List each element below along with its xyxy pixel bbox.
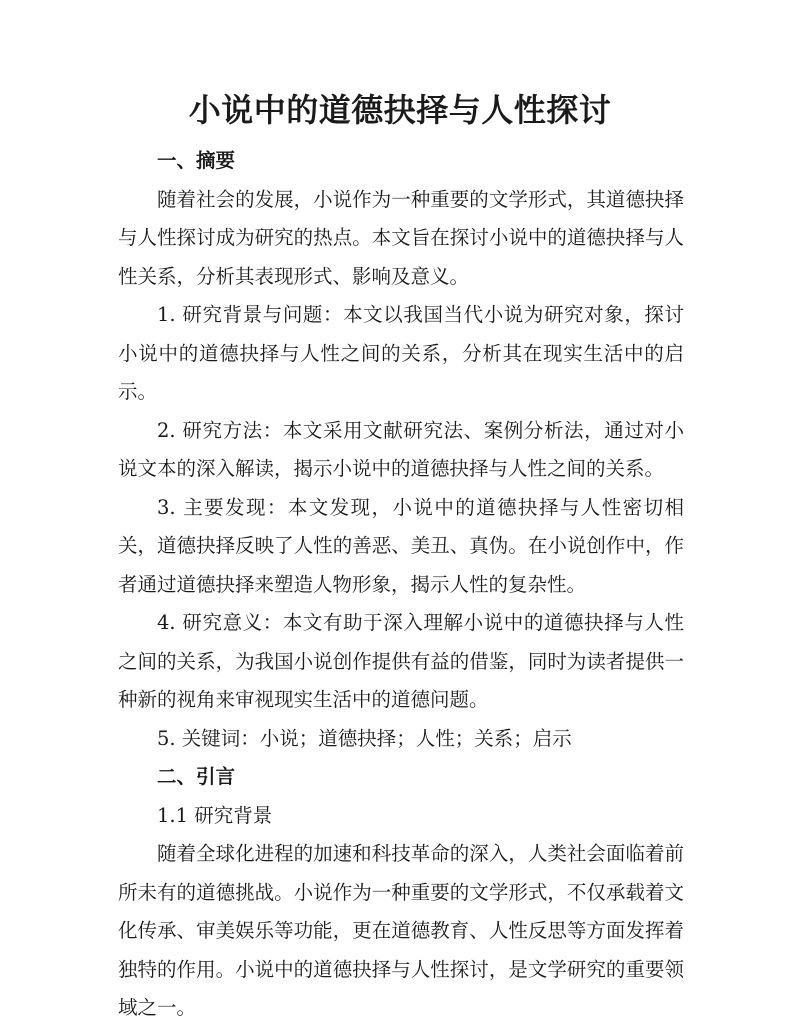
abstract-item-5: 5. 关键词：小说；道德抉择；人性；关系；启示 — [157, 726, 572, 750]
abstract-item-4: 4. 研究意义：本文有助于深入理解小说中的道德抉择与人性之间的关系，为我国小说创作提供有益的借鉴，同时为读者提供一种新的视角来审视现实生活中的道德问题。 — [118, 611, 684, 711]
subsection-heading-background: 1.1 研究背景 — [157, 803, 273, 827]
abstract-item-2: 2. 研究方法：本文采用文献研究法、案例分析法，通过对小说文本的深入解读，揭示小说中的道德抉择与人性之间的关系。 — [118, 418, 684, 480]
section-heading-abstract: 一、摘要 — [157, 149, 236, 172]
abstract-intro-paragraph: 随着社会的发展，小说作为一种重要的文学形式，其道德抉择与人性探讨成为研究的热点。本文旨在探讨小说中的道德抉择与人性关系，分析其表现形式、影响及意义。 — [118, 187, 684, 288]
document-body — [118, 142, 684, 1028]
abstract-item-3: 3. 主要发现：本文发现，小说中的道德抉择与人性密切相关，道德抉择反映了人性的善恶、美丑、真伪。在小说创作中，作者通过道德抉择来塑造人物形象，揭示人性的复杂性。 — [118, 495, 684, 596]
document-title: 小说中的道德抉择与人性探讨 — [188, 91, 612, 129]
section-heading-introduction: 二、引言 — [157, 765, 236, 788]
abstract-item-1: 1. 研究背景与问题：本文以我国当代小说为研究对象，探讨小说中的道德抉择与人性之间的关系，分析其在现实生活中的启示。 — [118, 303, 684, 403]
background-paragraph: 随着全球化进程的加速和科技革命的深入，人类社会面临着前所未有的道德挑战。小说作为一种重要的文学形式，不仅承载着文化传承、审美娱乐等功能，更在道德教育、人性反思等方面发挥着独特的作用。小说中的道德抉择与人性探讨，是文学研究的重要领域之一。 — [118, 842, 684, 1019]
